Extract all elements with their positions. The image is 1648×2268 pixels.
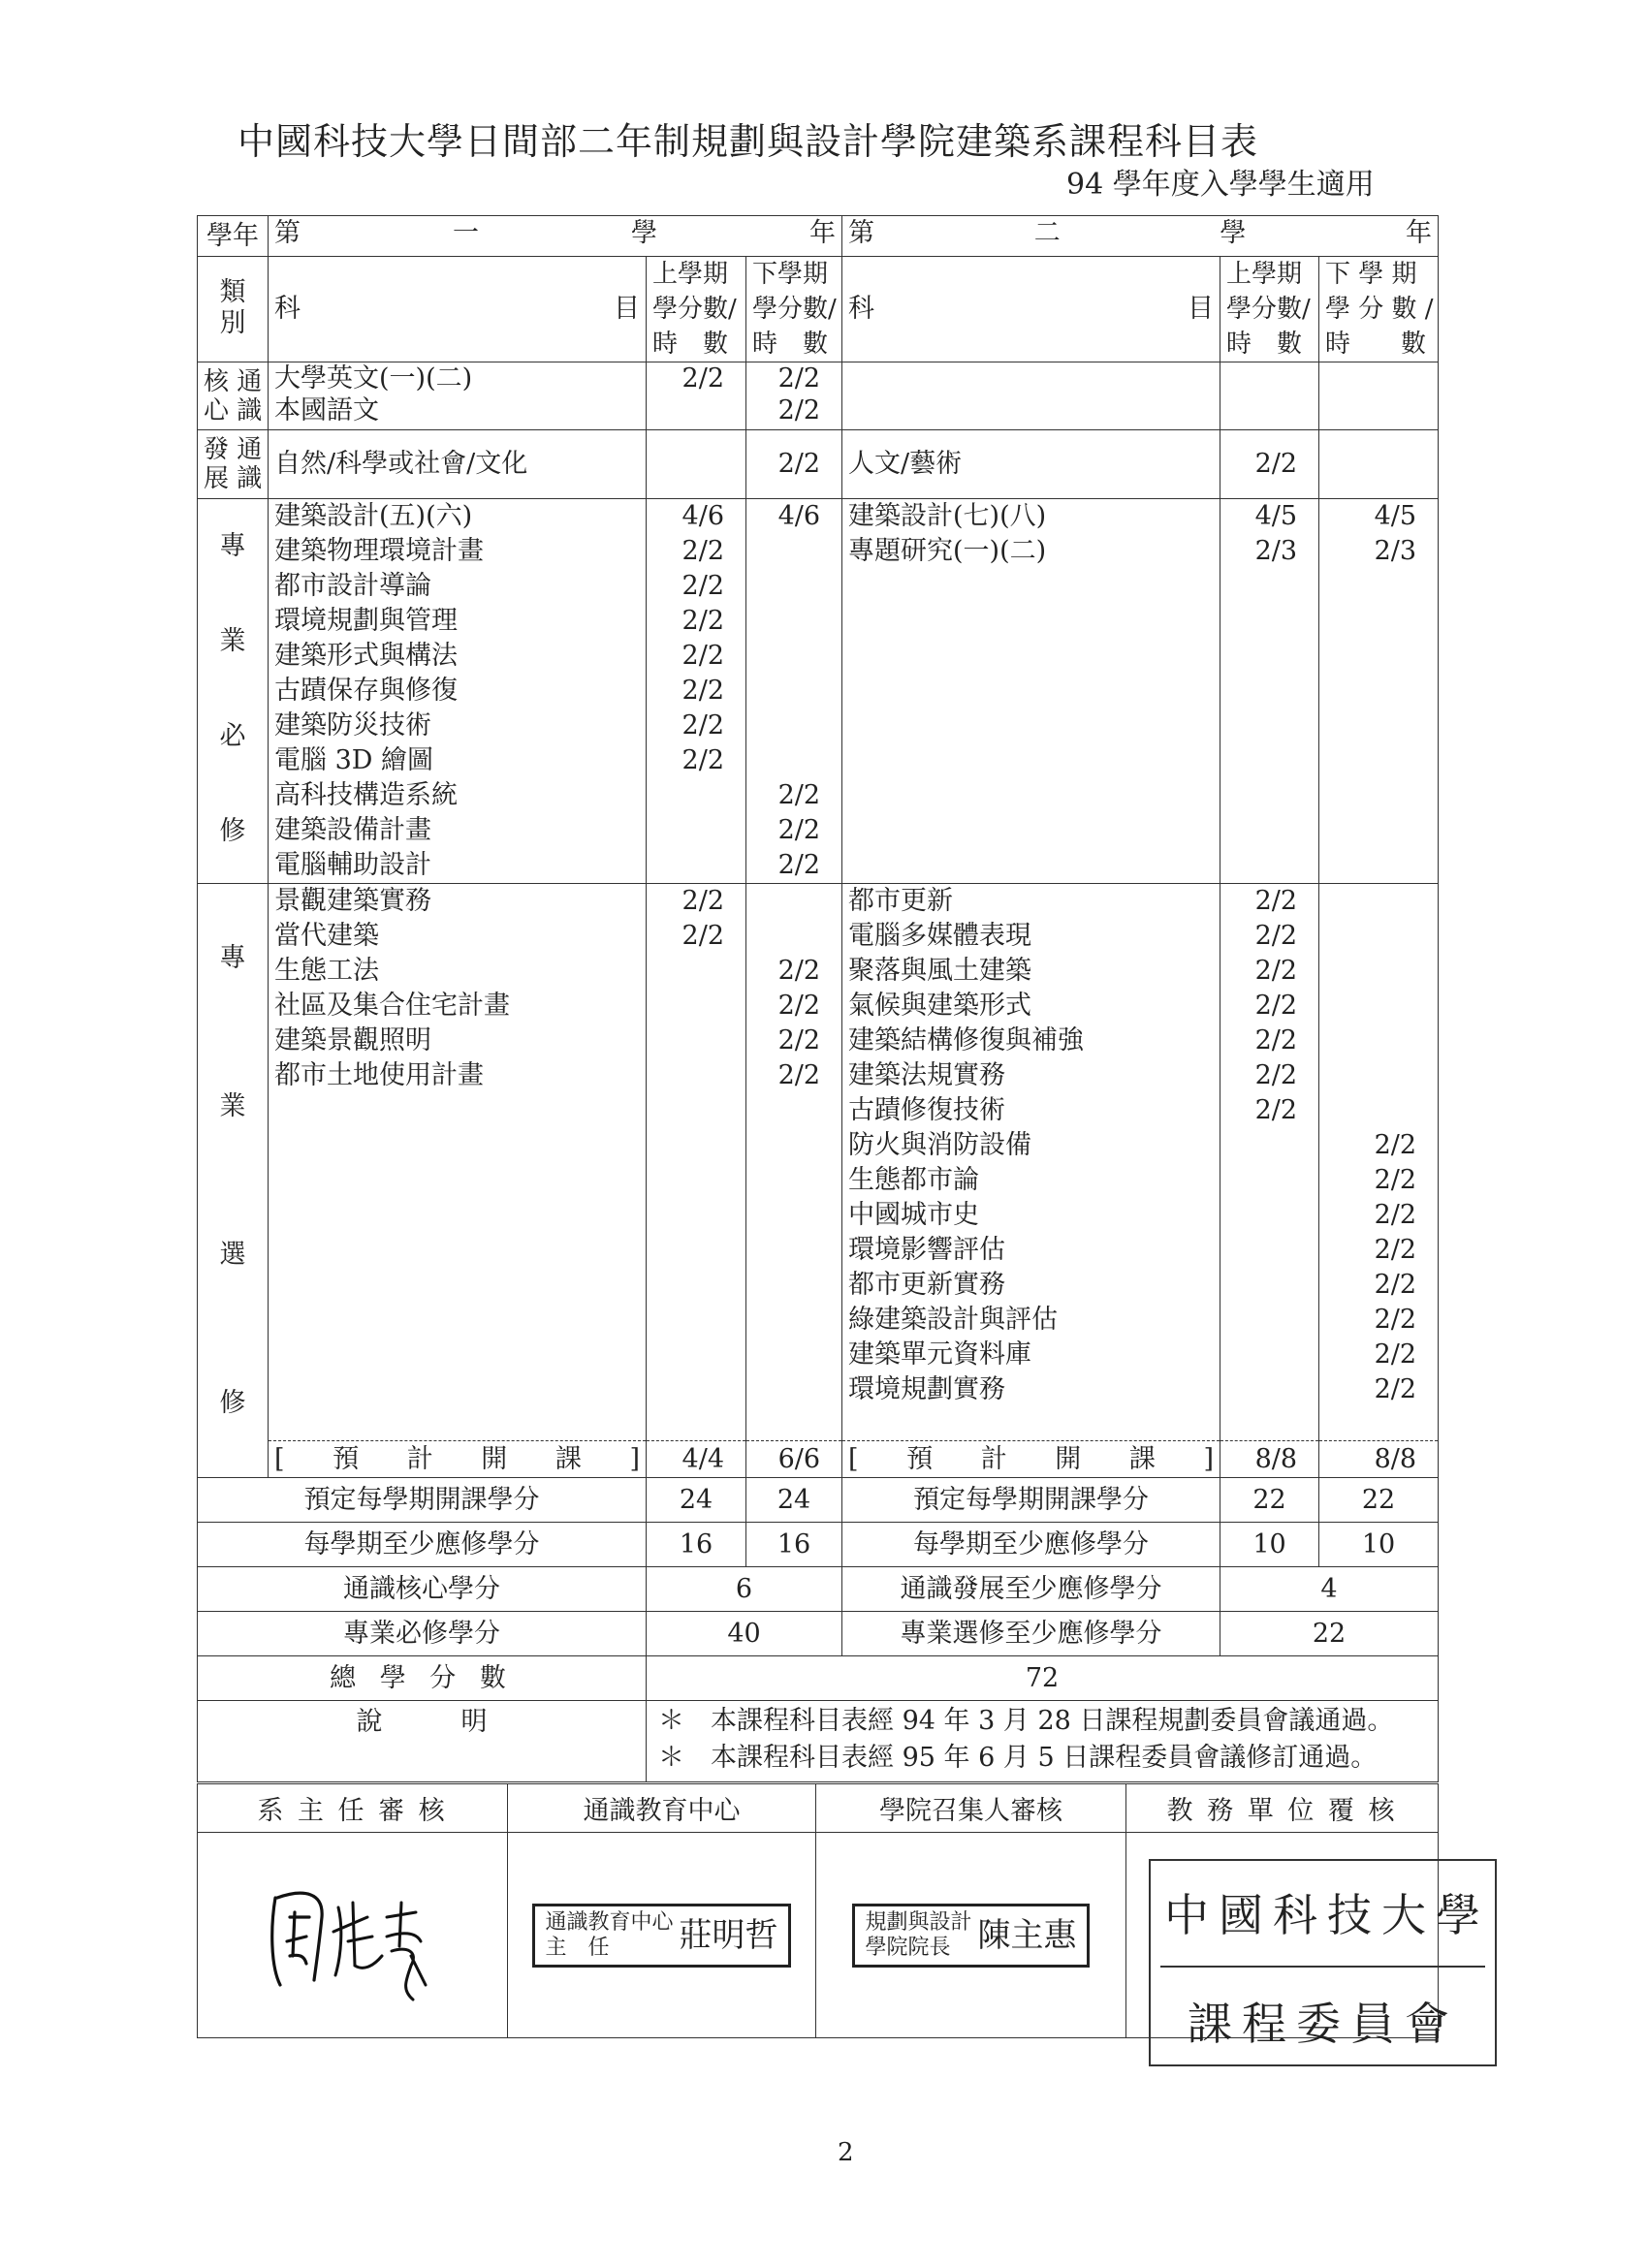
credit (752, 569, 820, 604)
elective-y2-upper (1220, 884, 1319, 1441)
subject: 環境規劃與管理 (274, 606, 458, 636)
core-general-credits-label: 通識核心學分 (198, 1567, 647, 1612)
hdr-line: 時 數 (1226, 330, 1303, 359)
subject: 防火與消防設備 (848, 1130, 1032, 1160)
credit: 2/2 (681, 745, 724, 775)
approval-header: 學院召集人審核 (816, 1784, 1126, 1833)
category-elective (198, 884, 269, 1478)
min-credit-value: 16 (746, 1523, 842, 1567)
category-text: 選 (219, 1239, 246, 1270)
stamp-text: 規劃與設計 (865, 1909, 972, 1935)
required-y1-upper (647, 499, 746, 884)
credit (752, 743, 820, 778)
year2-part: 年 (1406, 218, 1433, 248)
category-text: 修 (219, 816, 246, 846)
credit: 2/2 (777, 956, 821, 986)
subject-label-right: 目 (614, 294, 640, 324)
category-text: 修 (219, 1387, 246, 1418)
planned-credit-value: 22 (1319, 1478, 1439, 1523)
credit (1226, 1128, 1297, 1163)
elective-y1-lower (746, 884, 842, 1441)
credit (752, 709, 820, 743)
credit: 2/2 (681, 641, 724, 671)
handwritten-signature (246, 1859, 460, 2004)
course-table (197, 215, 1439, 1782)
planned-part: 計 (980, 1443, 1007, 1474)
college-stamp (852, 1904, 1089, 1968)
credit: 2/3 (1254, 536, 1298, 566)
lower-sem-header-y2 (1319, 257, 1439, 362)
credit: 2/2 (1254, 886, 1298, 916)
subject: 建築單元資料庫 (848, 1339, 1032, 1370)
credit: 2/2 (777, 991, 821, 1021)
subject: 電腦輔助設計 (274, 850, 431, 880)
empty-cell (842, 362, 1220, 430)
credit (752, 604, 820, 639)
category-text: 業 (219, 626, 246, 656)
subject: 建築物理環境計畫 (274, 536, 484, 566)
hdr-line: 下 學 期 (1325, 260, 1417, 289)
credit: 2/2 (681, 571, 724, 601)
credit (1226, 1338, 1297, 1372)
credit: 2/2 (777, 850, 821, 880)
credit (652, 1024, 724, 1058)
subject: 都市更新 (848, 886, 954, 916)
elective-y1-upper (647, 884, 746, 1441)
category-required (198, 499, 269, 884)
core-general-upper (647, 362, 746, 430)
document-title: 中國科技大學日間部二年制規劃與設計學院建築系課程科目表 (238, 120, 1259, 163)
credit: 2/2 (1254, 921, 1298, 951)
credit (1325, 884, 1416, 919)
dev-general-lower-y1: 2/2 (746, 430, 842, 499)
credit: 2/2 (681, 606, 724, 636)
planned-y1-upper: 4/4 (647, 1441, 746, 1478)
planned-part: ] (1203, 1443, 1214, 1474)
credit (752, 534, 820, 569)
stamp-text: 主 任 (545, 1935, 610, 1960)
dev-general-lower-y2 (1319, 430, 1439, 499)
planned-part: 開 (1055, 1443, 1082, 1474)
planned-y1-lower: 6/6 (746, 1441, 842, 1478)
required-y2-upper (1220, 499, 1319, 884)
subject: 建築設備計畫 (274, 815, 431, 845)
credit (1325, 1093, 1416, 1128)
required-y1-lower (746, 499, 842, 884)
planned-y2-upper: 8/8 (1220, 1441, 1319, 1478)
subject: 環境影響評估 (848, 1235, 1006, 1265)
general-credits-row (198, 1567, 1439, 1612)
hdr-line: 上學期 (652, 260, 729, 289)
credit: 2/2 (681, 676, 724, 706)
notes-content (647, 1701, 1439, 1782)
credit: 4/6 (681, 501, 724, 531)
min-credit-value: 10 (1319, 1523, 1439, 1567)
planned-credits-row (198, 1478, 1439, 1523)
subject: 建築景觀照明 (274, 1025, 431, 1055)
planned-label-y2 (842, 1441, 1220, 1478)
credit: 2/2 (1374, 1374, 1417, 1404)
stamp-text: 通識教育中心 (545, 1909, 674, 1935)
stamp-text: 學院院長 (865, 1935, 951, 1960)
total-credits-row (198, 1656, 1439, 1701)
planned-part: 預 (906, 1443, 934, 1474)
subject: 建築法規實務 (848, 1060, 1006, 1090)
year2-part: 第 (848, 218, 875, 248)
subject: 建築設計(五)(六) (274, 501, 473, 531)
planned-row (198, 1441, 1439, 1478)
elective-y2-lower (1319, 884, 1439, 1441)
year1-part: 一 (453, 218, 479, 248)
subject: 都市設計導論 (274, 571, 431, 601)
subject: 聚落與風土建築 (848, 956, 1032, 986)
hdr-line: 學分數/ (752, 295, 837, 324)
credit: 2/3 (1374, 536, 1417, 566)
credit (1325, 919, 1416, 954)
credit (752, 639, 820, 674)
lower-sem-header-y1 (746, 257, 842, 362)
category-text: 專 (219, 942, 246, 973)
professional-credits-row (198, 1612, 1439, 1656)
credit: 2/2 (681, 363, 724, 394)
credit: 2/2 (1374, 1339, 1417, 1370)
category-text: 必 (219, 721, 246, 751)
category-label-text: 類別 (219, 277, 246, 338)
approval-header: 系 主 任 審 核 (198, 1784, 508, 1833)
required-credits-value: 40 (647, 1612, 842, 1656)
credit (652, 989, 724, 1024)
subject: 建築結構修復與補強 (848, 1025, 1085, 1055)
hdr-line: 學 分 數 / (1325, 295, 1434, 324)
planned-part: 課 (555, 1443, 582, 1474)
credit: 2/2 (777, 780, 821, 810)
dev-general-credits-value: 4 (1220, 1567, 1439, 1612)
planned-credits-label: 預定每學期開課學分 (842, 1478, 1220, 1523)
upper-sem-header-y2 (1220, 257, 1319, 362)
required-y2-lower (1319, 499, 1439, 884)
min-credits-label: 每學期至少應修學分 (198, 1523, 647, 1567)
approval-header-row (198, 1784, 1439, 1833)
hdr-line: 學分數/ (1226, 295, 1311, 324)
dev-general-subject-y2: 人文/藝術 (842, 430, 1220, 499)
credit: 2/2 (681, 710, 724, 740)
subject: 當代建築 (274, 921, 379, 951)
year1-part: 第 (274, 218, 301, 248)
credit (652, 778, 724, 813)
general-center-stamp (532, 1904, 790, 1968)
subject: 生態都市論 (848, 1165, 980, 1195)
credit: 2/2 (681, 536, 724, 566)
core-general-subjects (269, 362, 647, 430)
credit: 2/2 (1254, 1025, 1298, 1055)
dev-general-upper-y2: 2/2 (1220, 430, 1319, 499)
credit (1226, 1163, 1297, 1198)
dev-general-row (198, 430, 1439, 499)
planned-part: 計 (406, 1443, 433, 1474)
subject: 景觀建築實務 (274, 886, 431, 916)
document-subtitle: 94 學年度入學學生適用 (1066, 168, 1375, 202)
subject: 電腦 3D 繪圖 (274, 745, 433, 775)
subject-label-left: 科 (848, 294, 875, 324)
subject: 生態工法 (274, 956, 379, 986)
subject-label-y1 (269, 257, 647, 362)
credit (1226, 1372, 1297, 1407)
note-line: ＊ 本課程科目表經 95 年 6 月 5 日課程委員會議修訂通過。 (658, 1743, 1378, 1773)
approval-header: 教 務 單 位 覆 核 (1126, 1784, 1439, 1833)
credit (652, 813, 724, 848)
planned-part: ] (629, 1443, 640, 1474)
seal-bottom-text: 課程委員會 (1188, 1998, 1459, 2050)
credit: 2/2 (777, 1060, 821, 1090)
category-core-general (198, 362, 269, 430)
credit: 2/2 (1254, 1060, 1298, 1090)
category-text: 發 通 (204, 435, 263, 464)
credit: 2/2 (681, 921, 724, 951)
total-credits-label: 總 學 分 數 (198, 1656, 647, 1701)
hdr-line: 時 數 (652, 330, 729, 359)
category-dev-general (198, 430, 269, 499)
credit: 2/2 (1374, 1270, 1417, 1300)
credit (752, 884, 820, 919)
credit (652, 394, 724, 426)
seal-top-text: 中國科技大學 (1164, 1889, 1490, 1941)
subject: 建築形式與構法 (274, 641, 458, 671)
credit: 2/2 (1254, 956, 1298, 986)
year1-part: 學 (631, 218, 657, 248)
planned-credits-label: 預定每學期開課學分 (198, 1478, 647, 1523)
subject: 電腦多媒體表現 (848, 921, 1032, 951)
credit: 2/2 (1374, 1130, 1417, 1160)
subject: 都市土地使用計畫 (274, 1060, 484, 1090)
credit: 2/2 (777, 363, 821, 394)
elective-row (198, 884, 1439, 1441)
stamp-name: 莊明哲 (679, 1915, 778, 1955)
subject: 建築防災技術 (274, 710, 431, 740)
core-general-row (198, 362, 1439, 430)
note-line: ＊ 本課程科目表經 94 年 3 月 28 日課程規劃委員會議通過。 (658, 1706, 1394, 1736)
min-credit-value: 10 (1220, 1523, 1319, 1567)
year1-header (269, 216, 842, 257)
notes-row (198, 1701, 1439, 1782)
year2-header (842, 216, 1439, 257)
planned-part: [ (274, 1443, 285, 1474)
category-label (198, 257, 269, 362)
general-center-stamp-cell (508, 1833, 816, 2038)
credit: 2/2 (1374, 1305, 1417, 1335)
subject-label-y2 (842, 257, 1220, 362)
credit: 2/2 (777, 815, 821, 845)
page-number: 2 (838, 2138, 854, 2167)
credit (1325, 1024, 1416, 1058)
committee-seal (1149, 1859, 1497, 2066)
year2-part: 學 (1220, 218, 1247, 248)
credit: 4/6 (777, 501, 821, 531)
dev-general-subject-y1: 自然/科學或社會/文化 (269, 430, 647, 499)
category-text: 核 通 (204, 366, 263, 396)
required-y2-subjects (842, 499, 1220, 884)
planned-credit-value: 24 (647, 1478, 746, 1523)
elective-credits-value: 22 (1220, 1612, 1439, 1656)
college-stamp-cell (816, 1833, 1126, 2038)
planned-part: 開 (481, 1443, 508, 1474)
subject: 古蹟保存與修復 (274, 676, 458, 706)
dept-head-signature-cell (198, 1833, 508, 2038)
year-label-cell (198, 216, 269, 257)
credit (1226, 1268, 1297, 1303)
required-credits-label: 專業必修學分 (198, 1612, 647, 1656)
category-text: 心 識 (204, 395, 263, 425)
hdr-line: 時 數 (752, 330, 829, 359)
credit: 2/2 (1374, 1165, 1417, 1195)
category-text: 專 (219, 531, 246, 561)
core-general-credits-value: 6 (647, 1567, 842, 1612)
empty-cell (1220, 362, 1319, 430)
credit (1325, 989, 1416, 1024)
category-text: 業 (219, 1090, 246, 1121)
credit: 2/2 (1374, 1235, 1417, 1265)
total-credits-value: 72 (647, 1656, 1439, 1701)
subject: 古蹟修復技術 (848, 1095, 1006, 1125)
credit (1325, 1058, 1416, 1093)
elective-credits-label: 專業選修至少應修學分 (842, 1612, 1220, 1656)
subject: 建築設計(七)(八) (848, 501, 1047, 531)
credit (652, 848, 724, 883)
column-header-row (198, 257, 1439, 362)
subject-label-right: 目 (1188, 294, 1215, 324)
approval-header: 通識教育中心 (508, 1784, 816, 1833)
subject: 高科技構造系統 (274, 780, 458, 810)
year-label: 學年 (206, 220, 259, 251)
credit: 2/2 (1374, 1200, 1417, 1230)
credit (1226, 1198, 1297, 1233)
credit: 2/2 (777, 395, 821, 425)
elective-y2-subjects (842, 884, 1220, 1441)
elective-y1-subjects (269, 884, 647, 1441)
min-credits-row (198, 1523, 1439, 1567)
credit (652, 1058, 724, 1093)
subject: 都市更新實務 (848, 1270, 1006, 1300)
credit: 2/2 (777, 1025, 821, 1055)
empty-cell (1319, 362, 1439, 430)
year2-part: 二 (1033, 218, 1061, 248)
min-credits-label: 每學期至少應修學分 (842, 1523, 1220, 1567)
core-general-lower (746, 362, 842, 430)
subject: 中國城市史 (848, 1200, 980, 1230)
notes-label: 說 明 (198, 1701, 647, 1782)
credit (1226, 1233, 1297, 1268)
hdr-line: 時 數 (1325, 330, 1427, 359)
required-y1-subjects (269, 499, 647, 884)
credit (752, 674, 820, 709)
dev-general-credits-label: 通識發展至少應修學分 (842, 1567, 1220, 1612)
subject: 社區及集合住宅計畫 (274, 991, 510, 1021)
subject-label-left: 科 (274, 294, 301, 324)
hdr-line: 學分數/ (652, 295, 737, 324)
subject: 綠建築設計與評估 (848, 1305, 1059, 1335)
subject: 大學英文(一)(二) (274, 363, 473, 394)
planned-credit-value: 24 (746, 1478, 842, 1523)
planned-credit-value: 22 (1220, 1478, 1319, 1523)
credit (652, 954, 724, 989)
planned-y2-lower: 8/8 (1319, 1441, 1439, 1478)
subject: 氣候與建築形式 (848, 991, 1032, 1021)
credit: 4/5 (1254, 501, 1298, 531)
hdr-line: 上學期 (1226, 260, 1303, 289)
planned-label-y1 (269, 1441, 647, 1478)
category-text: 展 識 (204, 464, 263, 493)
subject: 環境規劃實務 (848, 1374, 1006, 1404)
min-credit-value: 16 (647, 1523, 746, 1567)
credit (1325, 954, 1416, 989)
subject: 專題研究(一)(二) (848, 536, 1047, 566)
stamp-name: 陳主惠 (977, 1915, 1077, 1955)
seal-divider (1160, 1966, 1485, 1968)
credit (752, 919, 820, 954)
hdr-line: 下學期 (752, 260, 829, 289)
required-row (198, 499, 1439, 884)
planned-part: 預 (333, 1443, 360, 1474)
planned-part: [ (848, 1443, 859, 1474)
subject: 本國語文 (274, 395, 379, 425)
credit (1226, 1303, 1297, 1338)
credit: 2/2 (1254, 991, 1298, 1021)
credit: 4/5 (1374, 501, 1417, 531)
year-header-row (198, 216, 1439, 257)
year1-part: 年 (809, 218, 836, 248)
upper-sem-header-y1 (647, 257, 746, 362)
dev-general-upper-y1 (647, 430, 746, 499)
credit: 2/2 (1254, 1095, 1298, 1125)
planned-part: 課 (1128, 1443, 1156, 1474)
credit: 2/2 (681, 886, 724, 916)
